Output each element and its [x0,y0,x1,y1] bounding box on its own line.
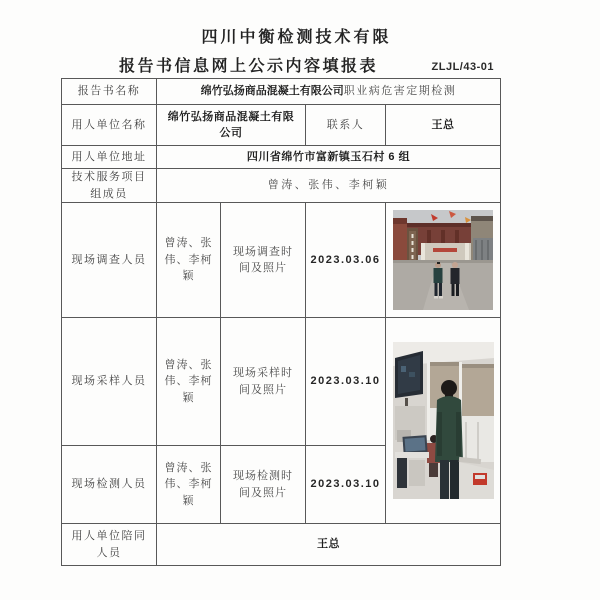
factory-gate-photo-graphic [393,210,493,310]
testing-time-label: 现场检测时间及照片 [221,446,306,524]
employer-name-value: 绵竹弘扬商品混凝土有限公司 [157,105,306,146]
survey-label: 现场调查人员 [62,203,157,318]
accompany-label: 用人单位陪同人员 [62,524,157,566]
testing-date: 2023.03.10 [306,446,386,524]
contact-name: 王总 [386,105,501,146]
document-code: ZLJL/43-01 [431,61,494,73]
survey-time-label: 现场调查时间及照片 [221,203,306,318]
sampling-date: 2023.03.10 [306,318,386,446]
team-label: 技术服务项目组成员 [62,169,157,203]
table-row-address [62,146,501,169]
contact-label: 联系人 [306,105,386,146]
testing-members: 曾涛、张伟、李柯颖 [157,446,221,524]
factory-gate-group-photo [386,210,500,310]
survey-members: 曾涛、张伟、李柯颖 [157,203,221,318]
testing-label: 现场检测人员 [62,446,157,524]
team-members: 曾涛、张伟、李柯颖 [157,169,501,203]
sampling-time-label: 现场采样时间及照片 [221,318,306,446]
table-row-accompany [62,524,501,566]
table-row-sampling [62,318,501,446]
report-name-label: 报告书名称 [62,79,157,105]
table-row-employer [62,105,501,146]
sampling-testing-photo-cell [386,318,501,524]
employer-name-label: 用人单位名称 [62,105,157,146]
report-name-company: 绵竹弘扬商品混凝土有限公司 [200,85,344,98]
sampling-members: 曾涛、张伟、李柯颖 [157,318,221,446]
survey-date: 2023.03.06 [306,203,386,318]
form-header [61,24,500,73]
accompany-value: 王总 [157,524,501,566]
sampling-label: 现场采样人员 [62,318,157,446]
control-room-inspection-photo [386,342,500,499]
employer-address-value: 四川省绵竹市富新镇玉石村 6 组 [157,146,501,169]
form-title: 报告书信息网上公示内容填报表 [118,58,378,75]
company-title: 四川中衡检测技术有限 [201,29,392,46]
survey-photo-cell [386,203,501,318]
control-room-photo-graphic [393,342,494,499]
report-name-value [157,79,501,105]
report-name-suffix: 职业病危害定期检测 [343,85,457,98]
employer-address-label: 用人单位地址 [62,146,157,169]
form-title-row [61,53,500,73]
table-row-report-name [62,79,501,105]
disclosure-table [61,78,501,566]
table-row-team [62,169,501,203]
table-row-survey [62,203,501,318]
